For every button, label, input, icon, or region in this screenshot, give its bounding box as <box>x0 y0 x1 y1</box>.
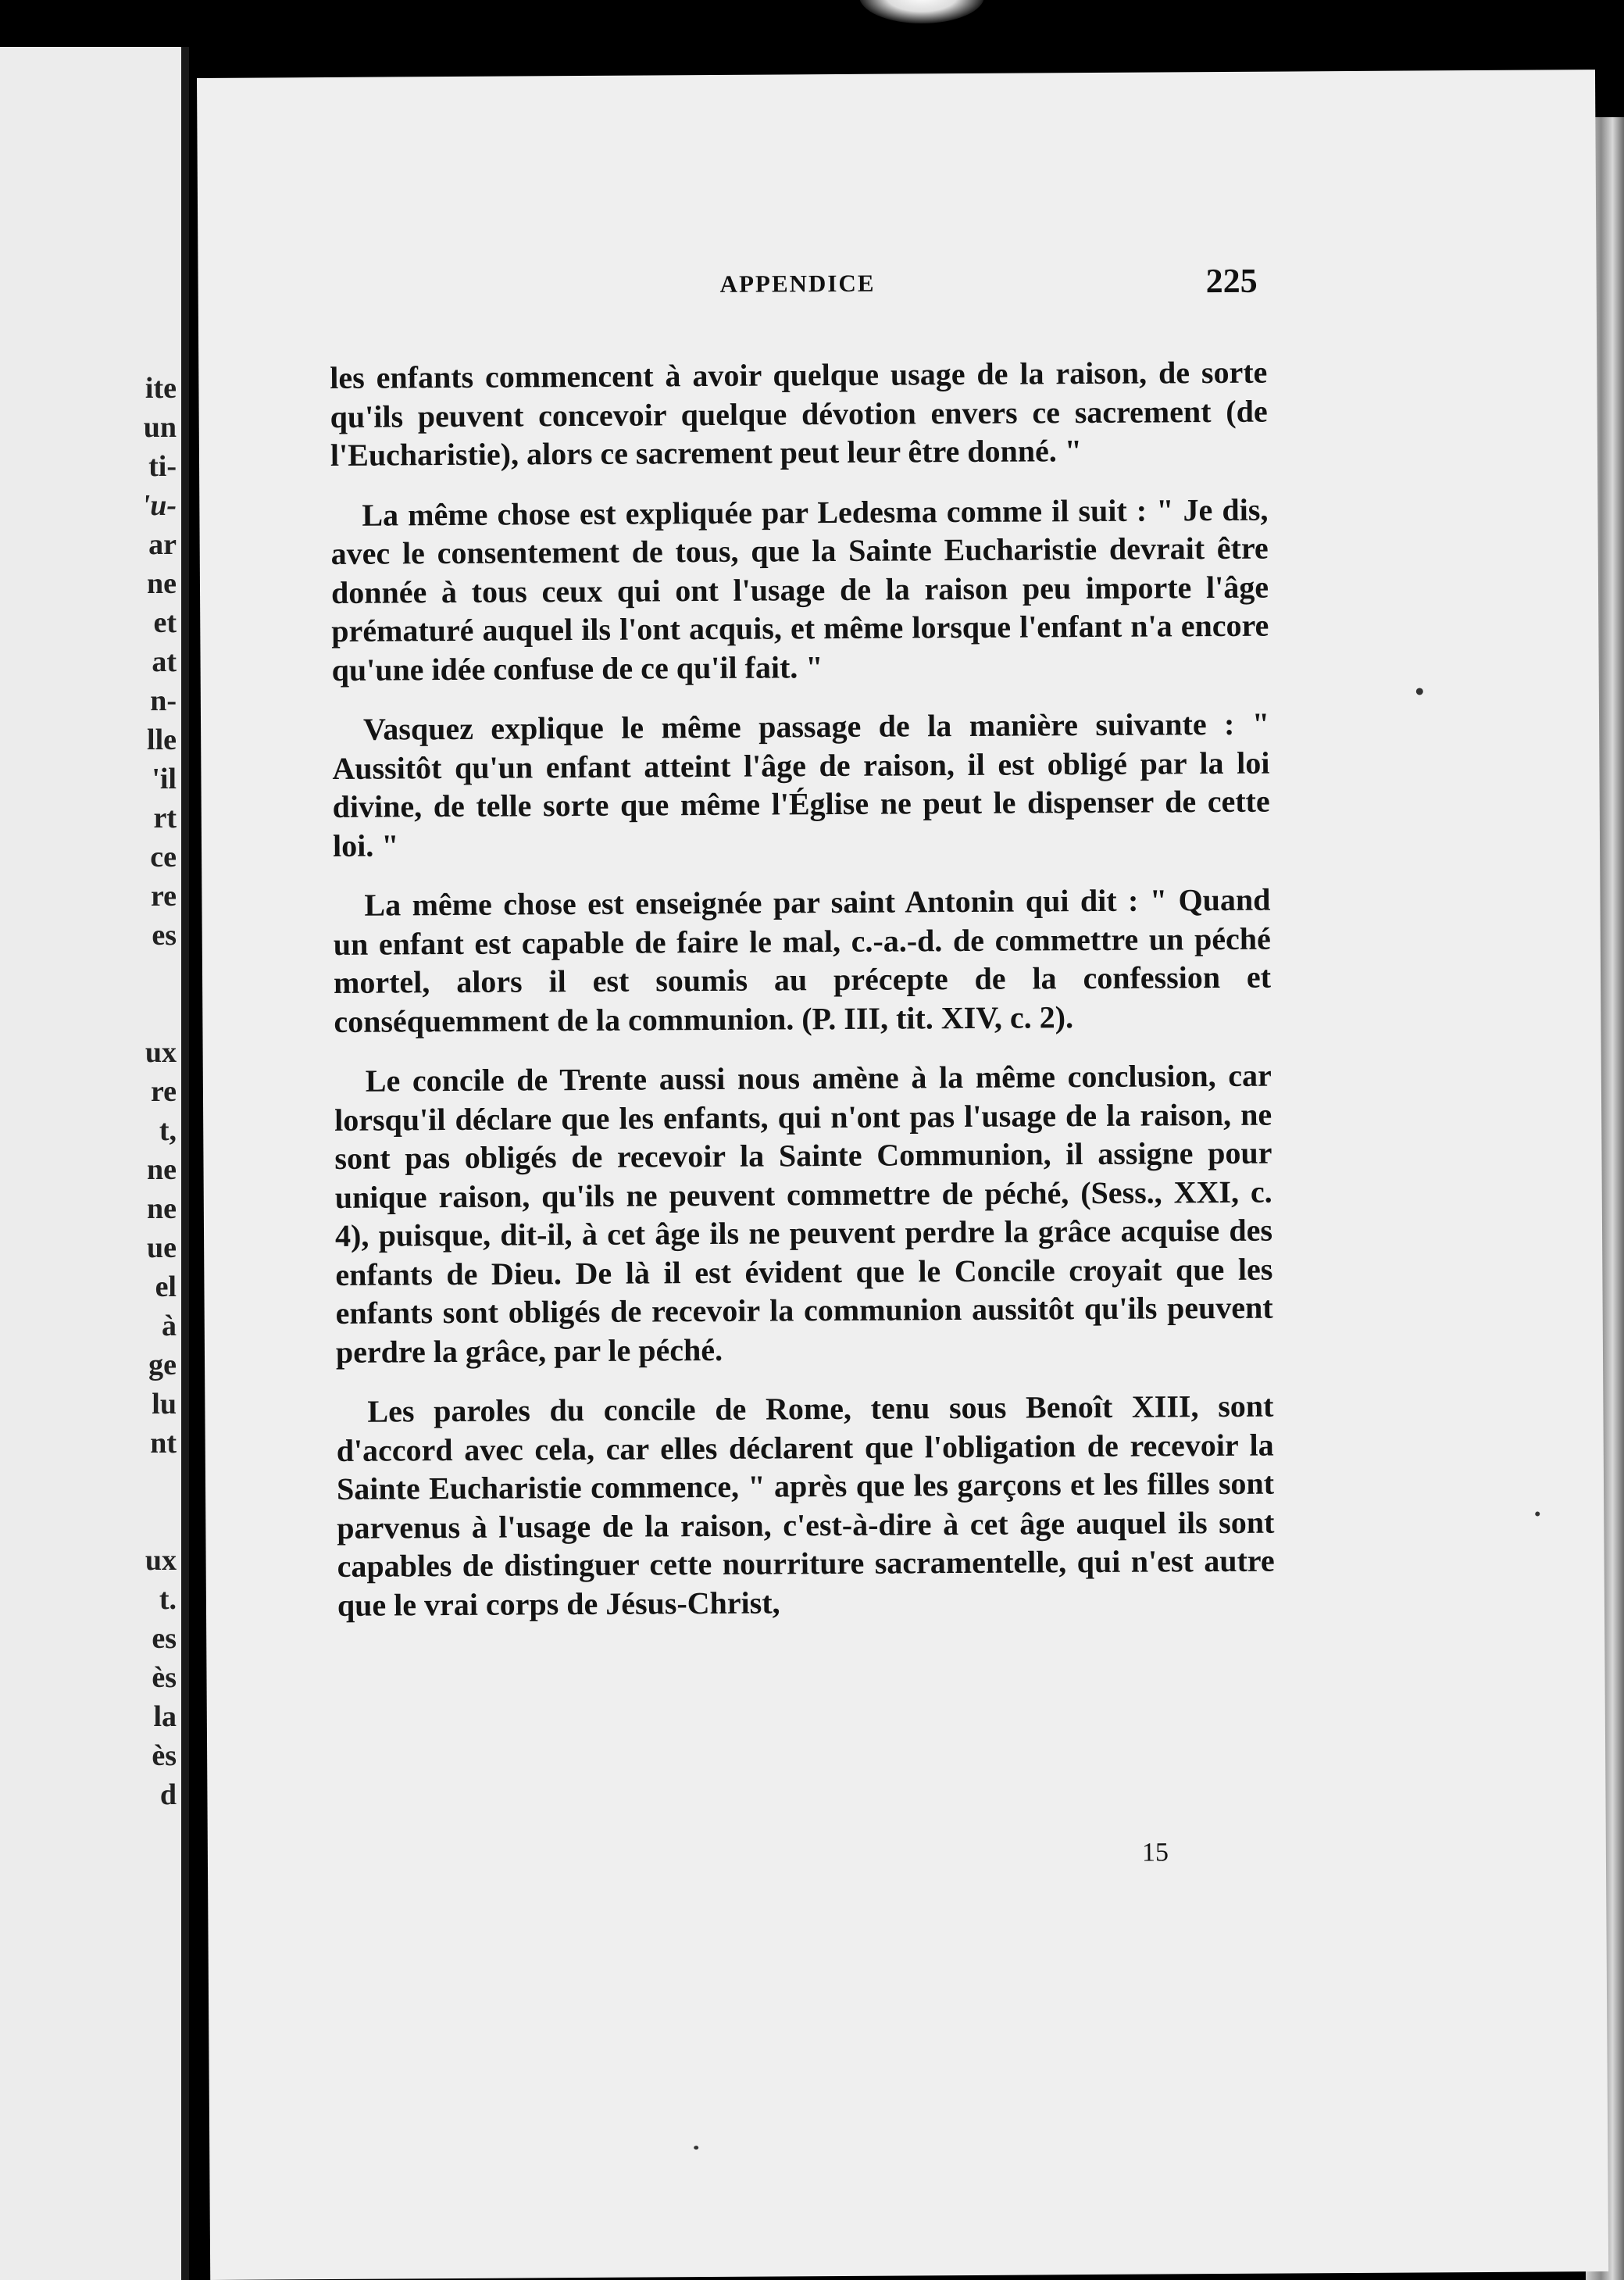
left-fragment: t, <box>159 1114 177 1147</box>
paragraph: Le concile de Trente aussi nous amène à la même conclusion, car lorsqu'il déclare que les enfants, qui n'ont pas l'usage de la raison, ne sont pas obligés de recevoir la Sainte Communion, il assigne pour unique raison, qu'ils ne peuvent commettre de péché, (Sess., XXI, c. 4), puisque, dit-il, à cet âge ils ne peuvent perdre la grâce acquise des enfants de Dieu. De là il est évident que le Concile croyait que les enfants sont obligés de recevoir la communion aussitôt qu'ils peuvent perdre la grâce, par le péché. <box>334 1057 1273 1370</box>
left-fragment: ès <box>152 1661 177 1694</box>
left-fragment: es <box>152 919 177 952</box>
left-fragment: un <box>143 411 177 444</box>
left-fragment: ux <box>145 1544 177 1577</box>
left-fragment: d <box>159 1778 177 1811</box>
paragraph: les enfants commencent à avoir quelque usage de la raison, de sorte qu'ils peuvent concevoir quelque dévotion envers ce sacrement (de l'Eucharistie), alors ce sacrement peut leur être donné. " <box>330 354 1268 473</box>
left-fragment: 'il <box>152 763 177 795</box>
book-page <box>197 70 1608 2280</box>
left-fragment: ne <box>147 1192 177 1225</box>
left-fragment: à <box>162 1310 177 1342</box>
paragraph: La même chose est expliquée par Ledesma comme il suit : " Je dis, avec le consentement de tous, que la Sainte Eucharistie devrait être donnée à tous ceux qui ont l'usage de la raison peu importe l'âge prématuré auquel ils l'ont acquis, et même lorsque l'enfant n'a encore qu'une idée confuse de ce qu'il fait. " <box>330 491 1269 688</box>
left-fragment: ne <box>147 567 177 600</box>
paragraph: Vasquez explique le même passage de la manière suivante : " Aussitôt qu'un enfant atteint l'âge de raison, il est obligé par la loi divine, de telle sorte que même l'Église ne peut le dispenser de cette loi. " <box>332 706 1270 863</box>
left-fragment: ar <box>148 528 177 561</box>
body-text <box>330 353 1275 1646</box>
left-fragment: ite <box>145 372 177 405</box>
left-fragment: re <box>150 1075 177 1108</box>
left-fragment: ue <box>147 1231 177 1264</box>
speck <box>1416 688 1423 695</box>
speck <box>1535 1512 1540 1517</box>
left-fragment: el <box>155 1270 177 1303</box>
left-fragment: re <box>150 880 177 913</box>
left-fragment: at <box>152 645 177 678</box>
signature-mark: 15 <box>1141 1838 1169 1867</box>
left-fragment: et <box>153 606 177 639</box>
left-fragment: ux <box>145 1036 177 1069</box>
left-fragment: lu <box>152 1388 177 1421</box>
left-fragment: es <box>152 1622 177 1655</box>
paragraph: Les paroles du concile de Rome, tenu sous Benoît XIII, sont d'accord avec cela, car elles déclarent que l'obligation de recevoir la Sainte Eucharistie commence, " après que les garçons et les filles sont parvenus à l'usage de la raison, c'est-à-dire à cet âge auquel ils sont capables de distinguer cette nourriture sacramentelle, qui n'est autre que le vrai corps de Jésus-Christ, <box>336 1388 1275 1623</box>
scanner-glare <box>859 0 984 23</box>
left-fragment: nt <box>150 1427 177 1460</box>
left-fragment: t. <box>159 1583 177 1616</box>
left-fragment: ti- <box>148 450 177 483</box>
left-page-fragment <box>0 47 189 2280</box>
page-number: 225 <box>1205 261 1258 301</box>
left-fragment: lle <box>147 724 177 756</box>
left-fragment: ès <box>152 1739 177 1772</box>
left-fragment: ne <box>147 1153 177 1186</box>
left-fragment: la <box>153 1700 177 1733</box>
page-header <box>198 261 1597 313</box>
left-fragment: ge <box>148 1349 177 1381</box>
left-fragment: n- <box>150 684 177 717</box>
left-fragment: 'u- <box>141 489 177 522</box>
paragraph: La même chose est enseignée par saint Antonin qui dit : " Quand un enfant est capable de faire le mal, c.-a.-d. de commettre un péché mortel, alors il est soumis au précepte de la confession et conséquemment de la communion. (P. III, tit. XIV, c. 2). <box>333 881 1272 1039</box>
running-head: APPENDICE <box>719 269 876 298</box>
left-fragment: ce <box>150 841 177 874</box>
left-fragment: rt <box>153 802 177 834</box>
speck <box>694 2146 698 2150</box>
